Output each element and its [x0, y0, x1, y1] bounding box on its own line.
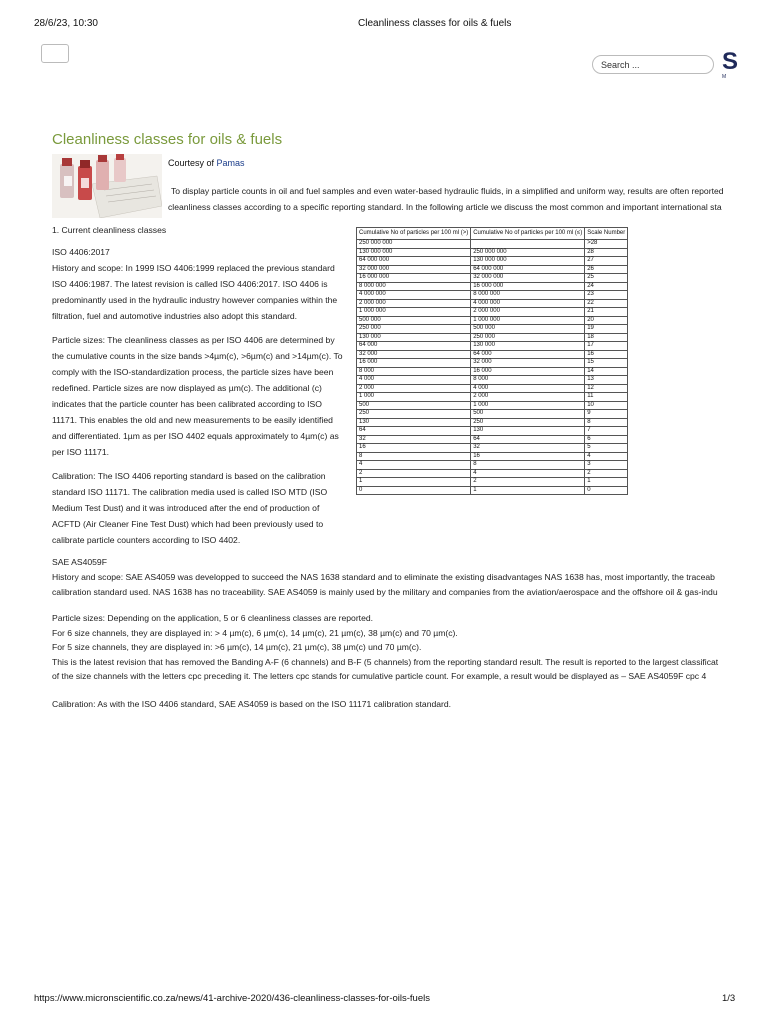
- table-cell: 250 000: [471, 333, 585, 342]
- search-input[interactable]: Search ...: [592, 55, 714, 74]
- table-row: [357, 342, 628, 351]
- table-cell: 14: [585, 367, 628, 376]
- table-cell: 2: [585, 469, 628, 478]
- table-row: [357, 393, 628, 402]
- table-cell: 2 000: [357, 384, 471, 393]
- table-row: [357, 486, 628, 495]
- table-row: [357, 325, 628, 334]
- table-row: [357, 274, 628, 283]
- table-cell: 22: [585, 299, 628, 308]
- table-row: [357, 359, 628, 368]
- table-cell: 64 000: [357, 342, 471, 351]
- table-cell: 28: [585, 248, 628, 257]
- table-cell: 1: [471, 486, 585, 495]
- logo-tag: M: [722, 74, 727, 80]
- table-header-cell: Scale Number: [585, 228, 628, 240]
- table-row: [357, 384, 628, 393]
- table-cell: 7: [585, 427, 628, 436]
- table-row: [357, 240, 628, 249]
- logo-glyph: S: [722, 50, 739, 75]
- oil-sample-bottles-image: [52, 154, 162, 218]
- table-cell: 130 000: [357, 333, 471, 342]
- iso-calibration-paragraph: Calibration: The ISO 4406 reporting standard is based on the calibration standard ISO 11171. The calibration media used is called ISO MTD (ISO Medium Test Dust) and it was introduced after the end of production of ACFTD (Air Cleaner Fine Test Dust) which had been previously used to calibrate particle counters according to ISO 4402.: [52, 471, 328, 545]
- table-cell: 12: [585, 384, 628, 393]
- table-cell: 64 000: [471, 350, 585, 359]
- table-cell: 130 000 000: [357, 248, 471, 257]
- table-header-cell: Cumulative No of particles per 100 ml (>): [357, 228, 471, 240]
- sae-history-line: calibration standard used. NAS 1638 has no traceability. SAE AS4059 is mainly used by the military and companies from the aviation/aerospace and the offshore oil & gas-indu: [52, 586, 718, 597]
- table-cell: 32: [357, 435, 471, 444]
- table-cell: 64: [357, 427, 471, 436]
- table-cell: 500: [357, 401, 471, 410]
- table-cell: 8 000: [357, 367, 471, 376]
- iso-history-paragraph: History and scope: In 1999 ISO 4406:1999 replaced the previous standard ISO 4406:1987. The latest revision is called ISO 4406:2017. ISO 4406 is predominantly used in the hydraulic industry however companies within the filtration, fuel and automotive industries also adopt this standard.: [52, 263, 338, 321]
- table-row: [357, 401, 628, 410]
- table-cell: 15: [585, 359, 628, 368]
- table-row: [357, 469, 628, 478]
- iso-particle-sizes-paragraph: Particle sizes: The cleanliness classes as per ISO 4406 are determined by the cumulative counts in the size bands >4µm(c), >6µm(c) and >14µm(c). To comply with the ISO-standardization process, the particle sizes have been redefined. Particle sizes are now displayed as µm(c). The additional (c) indicates that the particle counter has been calibrated according to ISO 11171. This enables the old and new measurements to be easily identified and differentiated. 1µm as per ISO 4402 equals approximately to 4µm(c) as per ISO 11171.: [52, 335, 343, 457]
- table-row: [357, 452, 628, 461]
- table-cell: 21: [585, 308, 628, 317]
- table-row: [357, 257, 628, 266]
- table-cell: 8: [357, 452, 471, 461]
- table-cell: 4 000: [357, 376, 471, 385]
- table-cell: 16 000 000: [357, 274, 471, 283]
- table-cell: 10: [585, 401, 628, 410]
- table-cell: 1 000: [357, 393, 471, 402]
- sae-particle-line: of the size channels with the letters cpc preceding it. The letters cpc stands for cumulative particle count. For example, a result would be displayed as – SAE AS4059F cpc 4: [52, 671, 707, 681]
- table-cell: 16 000: [357, 359, 471, 368]
- table-cell: 500: [471, 410, 585, 419]
- table-cell: 32 000 000: [357, 265, 471, 274]
- table-cell: 18: [585, 333, 628, 342]
- table-row: [357, 367, 628, 376]
- sae-history: [52, 570, 768, 599]
- table-cell: 2 000: [471, 393, 585, 402]
- table-row: [357, 316, 628, 325]
- table-cell: 0: [585, 486, 628, 495]
- table-cell: 250 000 000: [471, 248, 585, 257]
- sae-particle-line: For 5 size channels, they are displayed in: >6 µm(c), 14 µm(c), 21 µm(c), 38 µm(c) und 70 µm(c).: [52, 642, 422, 652]
- table-cell: 16 000 000: [471, 282, 585, 291]
- sae-particle-line: Particle sizes: Depending on the application, 5 or 6 cleanliness classes are reported.: [52, 613, 374, 623]
- table-cell: 19: [585, 325, 628, 334]
- table-cell: 16: [357, 444, 471, 453]
- table-cell: 5: [585, 444, 628, 453]
- table-cell: 1 000 000: [357, 308, 471, 317]
- table-cell: 250: [357, 410, 471, 419]
- table-cell: 6: [585, 435, 628, 444]
- table-header-row: [357, 228, 628, 240]
- table-cell: 4 000 000: [471, 299, 585, 308]
- table-cell: 16 000: [471, 367, 585, 376]
- table-cell: 8 000: [471, 376, 585, 385]
- table-row: [357, 333, 628, 342]
- table-cell: 17: [585, 342, 628, 351]
- table-row: [357, 461, 628, 470]
- sae-particle-line: This is the latest revision that has removed the Banding A-F (6 channels) and B-F (5 channels) from the reporting standard result. The result is reported to the largest classificat: [52, 656, 719, 667]
- table-cell: 4 000: [471, 384, 585, 393]
- table-header-cell: Cumulative No of particles per 100 ml (≤): [471, 228, 585, 240]
- table-cell: 11: [585, 393, 628, 402]
- table-cell: 3: [585, 461, 628, 470]
- table-row: [357, 478, 628, 487]
- table-cell: 1: [357, 478, 471, 487]
- table-row: [357, 376, 628, 385]
- sae-heading: SAE AS4059F: [52, 557, 107, 567]
- table-row: [357, 410, 628, 419]
- table-cell: 130: [471, 427, 585, 436]
- menu-toggle-button[interactable]: [41, 44, 69, 63]
- table-row: [357, 282, 628, 291]
- pamas-link[interactable]: Pamas: [216, 158, 245, 168]
- table-cell: 16: [471, 452, 585, 461]
- table-cell: 2 000 000: [357, 299, 471, 308]
- table-cell: 250 000: [357, 325, 471, 334]
- table-cell: 27: [585, 257, 628, 266]
- table-cell: 8: [471, 461, 585, 470]
- table-cell: 4: [585, 452, 628, 461]
- table-cell: 2: [471, 478, 585, 487]
- table-cell: 130 000 000: [471, 257, 585, 266]
- courtesy-prefix: Courtesy of: [168, 158, 217, 168]
- intro-line: cleanliness classes according to a specific reporting standard. In the following article we discuss the most common and important international sta: [168, 202, 722, 212]
- table-cell: 250 000 000: [357, 240, 471, 249]
- table-cell: 32 000 000: [471, 274, 585, 283]
- table-cell: 8 000 000: [357, 282, 471, 291]
- table-cell: 500 000: [357, 316, 471, 325]
- print-url: https://www.micronscientific.co.za/news/41-archive-2020/436-cleanliness-classes-for-oils-fuels: [34, 993, 430, 1004]
- table-row: [357, 427, 628, 436]
- table-row: [357, 418, 628, 427]
- table-row: [357, 350, 628, 359]
- iso-scale-table: [356, 227, 628, 495]
- table-row: [357, 435, 628, 444]
- sae-particle-line: For 6 size channels, they are displayed in: > 4 µm(c), 6 µm(c), 14 µm(c), 21 µm(c), 38 µm(c) and 70 µm(c).: [52, 627, 458, 638]
- intro-paragraph: [168, 183, 768, 215]
- table-cell: 20: [585, 316, 628, 325]
- table-cell: 26: [585, 265, 628, 274]
- table-cell: 1 000: [471, 401, 585, 410]
- table-row: [357, 308, 628, 317]
- print-page-number: 1/3: [722, 993, 736, 1004]
- table-cell: 32: [471, 444, 585, 453]
- table-cell: [471, 240, 585, 249]
- iso-heading: ISO 4406:2017: [52, 247, 110, 257]
- table-row: [357, 299, 628, 308]
- sae-history-line: History and scope: SAE AS4059 was developped to succeed the NAS 1638 standard and to eliminate the existing disadvantages NAS 1638 has, most importantly, the traceab: [52, 572, 715, 582]
- table-cell: 250: [471, 418, 585, 427]
- table-cell: 2: [357, 469, 471, 478]
- table-cell: 32 000: [357, 350, 471, 359]
- print-datetime: 28/6/23, 10:30: [34, 18, 98, 29]
- table-cell: 9: [585, 410, 628, 419]
- site-logo[interactable]: [722, 50, 768, 84]
- intro-line: To display particle counts in oil and fuel samples and even water-based hydraulic fluids, in a simplified and uniform way, results are often reported: [171, 186, 724, 196]
- table-cell: 25: [585, 274, 628, 283]
- courtesy-line: [168, 158, 245, 168]
- table-cell: 64 000 000: [471, 265, 585, 274]
- table-cell: 13: [585, 376, 628, 385]
- table-cell: 4: [357, 461, 471, 470]
- table-cell: 2 000 000: [471, 308, 585, 317]
- table-cell: 130 000: [471, 342, 585, 351]
- table-row: [357, 265, 628, 274]
- table-cell: >28: [585, 240, 628, 249]
- table-cell: 4: [471, 469, 585, 478]
- table-cell: 8: [585, 418, 628, 427]
- section-heading: 1. Current cleanliness classes: [52, 225, 167, 235]
- table-cell: 1 000 000: [471, 316, 585, 325]
- table-cell: 4 000 000: [357, 291, 471, 300]
- table-cell: 130: [357, 418, 471, 427]
- sae-calibration: Calibration: As with the ISO 4406 standard, SAE AS4059 is based on the ISO 11171 calibration standard.: [52, 699, 452, 709]
- table-cell: 24: [585, 282, 628, 291]
- table-row: [357, 248, 628, 257]
- table-cell: 32 000: [471, 359, 585, 368]
- table-cell: 23: [585, 291, 628, 300]
- table-cell: 1: [585, 478, 628, 487]
- iso-section: [52, 222, 348, 556]
- table-cell: 0: [357, 486, 471, 495]
- table-row: [357, 291, 628, 300]
- table-row: [357, 444, 628, 453]
- table-cell: 64 000 000: [357, 257, 471, 266]
- table-cell: 8 000 000: [471, 291, 585, 300]
- print-page-title: Cleanliness classes for oils & fuels: [358, 18, 512, 29]
- table-cell: 64: [471, 435, 585, 444]
- table-cell: 500 000: [471, 325, 585, 334]
- article-title: Cleanliness classes for oils & fuels: [52, 131, 283, 148]
- table-cell: 16: [585, 350, 628, 359]
- sae-particle-sizes: [52, 611, 768, 684]
